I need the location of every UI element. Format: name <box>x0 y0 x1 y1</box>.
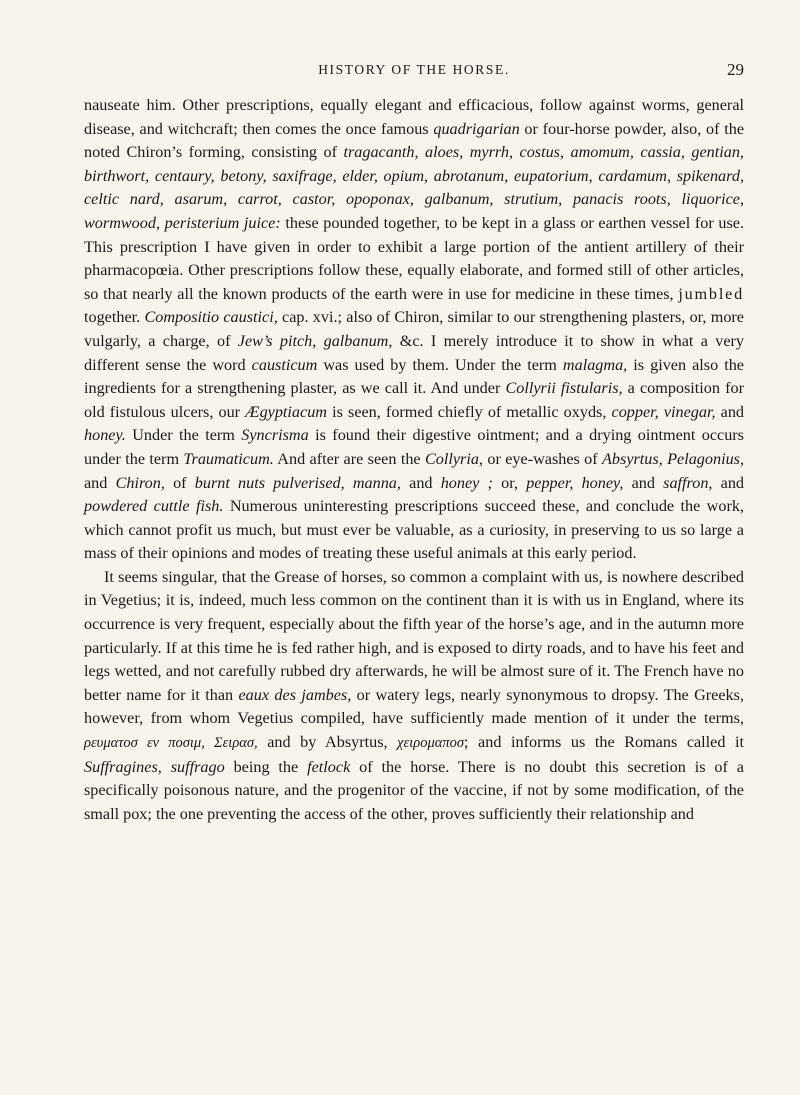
italic-text: saffron, <box>663 473 713 492</box>
text-run: &c. I merely introduce it to show in what a very different sense the word <box>84 331 744 374</box>
italic-text: Absyrtus, Pelagonius, <box>602 449 745 468</box>
italic-text: Traumaticum. <box>183 449 274 468</box>
text-run: together. <box>84 308 145 327</box>
text-run: a composition for old fistulous ulcers, our <box>84 379 744 421</box>
running-head <box>84 60 744 82</box>
text-run: of <box>164 473 195 492</box>
text-run: and <box>712 473 745 492</box>
italic-text: tragacanth, aloes, myrrh, costus, amomum, cassia, gentian, birthwort, centaury, betony, saxifrage, elder, opium, abrotanum, eupatorium, cardamum, spikenard, celtic nard, asarum, carrot, castor, opoponax, galbanum, strutium, panacis roots, liquorice, wormwood, peristerium juice: <box>84 143 744 232</box>
italic-text: pepper, honey, <box>526 473 624 492</box>
text-run: or four-horse powder, also, of the noted Chiron’s forming, consisting of <box>84 119 744 162</box>
text-run: is given also the ingredients for a strengthening plaster, as we call it. And under <box>84 355 744 398</box>
italic-text: fetlock <box>307 757 351 776</box>
text-run: of the horse. There is no doubt this secretion is of a specifically poisonous nature, and the progenitor of the vaccine, if not by some modification, of the small pox; the one preventing the access of the other, proves sufficiently their relationship and <box>84 757 744 823</box>
italic-text: eaux des jambes, <box>238 685 352 704</box>
paragraph <box>84 94 744 566</box>
spaced-text: jumbled <box>678 284 744 303</box>
header-title: HISTORY OF THE HORSE. <box>318 62 510 77</box>
italic-text: Compositio caustici, <box>144 308 278 327</box>
text-run: ; and informs us the Romans called it <box>464 733 745 752</box>
italic-text: Collyria, <box>424 449 483 468</box>
greek-text: ρευματοσ εν ποσιμ, Σειρασ, <box>84 735 258 752</box>
italic-text: Syncrisma <box>241 426 309 445</box>
text-run: these pounded together, to be kept in a glass or earthen vessel for use. This prescription I have given in order to exhibit a large portion of the antient artillery of their pharmacopœia. Other prescriptions follow these, equally elaborate, and formed still of other articles, so that nearly all the known products of the earth were in use for medicine in these times, <box>84 213 744 303</box>
text-run: or eye-washes of <box>482 449 603 468</box>
text-run: was used by them. Under the term <box>317 355 563 374</box>
text-run: Under the term <box>125 426 242 445</box>
italic-text: burnt nuts pulverised, manna, <box>194 473 401 492</box>
text-run: cap. xvi.; also of Chiron, similar to our strengthening plasters, or, more vulgarly, a charge, of <box>84 308 744 350</box>
text-run: And after are seen the <box>273 449 425 468</box>
text-run: is seen, formed chiefly of metallic oxyds, <box>327 402 612 421</box>
text-run: and <box>84 473 116 492</box>
italic-text: Ægyptiacum <box>245 402 327 421</box>
text-run: or watery legs, nearly synonymous to dropsy. The Greeks, however, from whom Vegetius compiled, have sufficiently made mention of it under the terms, <box>84 685 744 728</box>
text-run: and <box>400 473 441 492</box>
text-run: Numerous uninteresting prescriptions succeed these, and conclude the work, which cannot profit us much, but must ever be valuable, as a curiosity, in preserving to us so large a mass of their opinions and modes of treating these useful animals at this early period. <box>84 497 744 563</box>
italic-text: honey. <box>84 426 126 445</box>
page-number: 29 <box>727 60 744 79</box>
text-run: It seems singular, that the Grease of horses, so common a complaint with us, is nowhere described in Vegetius; it is, indeed, much less common on the continent than it is with us in England, where its occurrence is very frequent, especially about the fifth year of the horse’s age, and in the autumn more particularly. If at this time he is fed rather high, and is exposed to dirty roads, and to have his feet and legs wetted, and not carefully rubbed dry afterwards, he will be almost sure of it. The French have no better name for it than <box>84 567 744 704</box>
text-run: or, <box>492 473 527 492</box>
italic-text: Jew’s pitch, galbanum, <box>237 331 393 350</box>
italic-text: malagma, <box>562 355 628 374</box>
text-run: and <box>623 473 664 492</box>
italic-text: copper, vinegar, <box>611 402 716 421</box>
text-run: and by Absyrtus, <box>257 733 398 752</box>
italic-text: powdered cuttle fish. <box>84 497 224 516</box>
italic-text: honey ; <box>440 473 493 492</box>
italic-text: Collyrii fistularis, <box>505 379 623 398</box>
text-run: being the <box>224 757 308 776</box>
text-run: nauseate him. Other prescriptions, equally elegant and efficacious, follow against worms, general disease, and witchcraft; then comes the once famous <box>84 96 744 138</box>
text-run: and <box>715 402 745 421</box>
body-text <box>84 94 744 826</box>
text-run: is found their digestive ointment; and a drying ointment occurs under the term <box>84 426 744 468</box>
italic-text: quadrigarian <box>433 119 520 138</box>
paragraph <box>84 566 744 827</box>
italic-text: causticum <box>251 355 318 374</box>
italic-text: Chiron, <box>115 473 165 492</box>
greek-text: χειρομαποσ <box>397 735 464 752</box>
italic-text: Suffragines, suffrago <box>84 757 225 776</box>
